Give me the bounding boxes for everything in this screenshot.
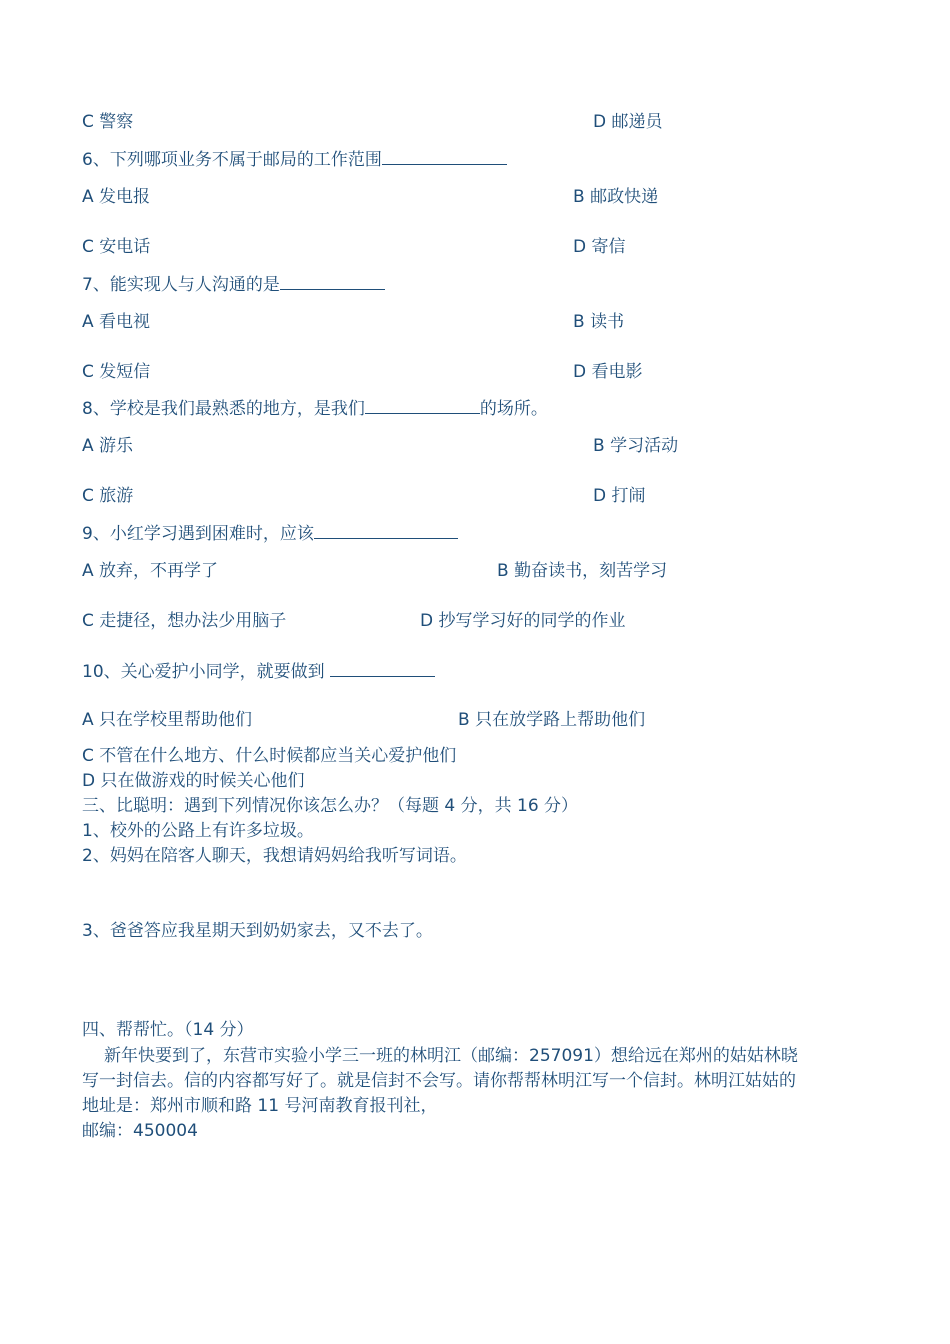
q10-option-a: A 只在学校里帮助他们 (82, 710, 253, 730)
section4-postcode-line: 邮编：450004 (82, 1121, 198, 1141)
q7-option-b: B 读书 (573, 312, 625, 332)
q7-stem: 7、能实现人与人沟通的是 (82, 273, 385, 296)
answer-blank[interactable] (330, 660, 435, 677)
answer-blank[interactable] (280, 273, 385, 290)
q6-option-c: C 安电话 (82, 237, 151, 257)
q10-option-c: C 不管在什么地方、什么时候都应当关心爱护他们 (82, 746, 457, 766)
q6-option-d: D 寄信 (573, 237, 626, 257)
q7-option-c: C 发短信 (82, 362, 151, 382)
q10-stem: 10、关心爱护小同学，就要做到 (82, 660, 435, 683)
section3-item-2: 2、妈妈在陪客人聊天，我想请妈妈给我听写词语。 (82, 846, 467, 866)
answer-blank[interactable] (382, 148, 507, 165)
section4-paragraph-line-1: 新年快要到了，东营市实验小学三一班的林明江（邮编：257091）想给远在郑州的姑姑林晓 (104, 1046, 798, 1066)
q9-option-c: C 走捷径，想办法少用脑子 (82, 611, 287, 631)
q8-option-d: D 打闹 (593, 486, 646, 506)
section4-paragraph-line-3: 地址是：郑州市顺和路 11 号河南教育报刊社， (82, 1096, 438, 1116)
q8-option-a: A 游乐 (82, 436, 134, 456)
q8-stem: 8、学校是我们最熟悉的地方，是我们 的场所。 (82, 399, 548, 419)
section4-paragraph-line-2: 写一封信去。信的内容都写好了。就是信封不会写。请你帮帮林明江写一个信封。林明江姑姑的 (82, 1071, 796, 1091)
q5-option-c: C 警察 (82, 112, 134, 132)
section3-title: 三、比聪明：遇到下列情况你该怎么办？（每题 4 分，共 16 分） (82, 796, 579, 816)
answer-blank[interactable] (365, 397, 480, 414)
q6-option-b: B 邮政快递 (573, 187, 659, 207)
q6-stem: 6、下列哪项业务不属于邮局的工作范围 (82, 148, 507, 171)
q9-option-a: A 放弃，不再学了 (82, 561, 219, 581)
q9-option-b: B 勤奋读书，刻苦学习 (497, 561, 668, 581)
q6-option-a: A 发电报 (82, 187, 151, 207)
q7-option-d: D 看电影 (573, 362, 643, 382)
q8-option-b: B 学习活动 (593, 436, 679, 456)
answer-blank[interactable] (314, 522, 458, 539)
section4-title: 四、帮帮忙。（14 分） (82, 1020, 254, 1040)
q7-option-a: A 看电视 (82, 312, 151, 332)
q9-stem: 9、小红学习遇到困难时，应该 (82, 522, 458, 545)
section3-item-1: 1、校外的公路上有许多垃圾。 (82, 821, 314, 841)
section3-item-3: 3、爸爸答应我星期天到奶奶家去，又不去了。 (82, 921, 433, 941)
q5-option-d: D 邮递员 (593, 112, 663, 132)
q8-option-c: C 旅游 (82, 486, 134, 506)
q10-option-b: B 只在放学路上帮助他们 (458, 710, 646, 730)
q9-option-d: D 抄写学习好的同学的作业 (420, 611, 626, 631)
q10-option-d: D 只在做游戏的时候关心他们 (82, 771, 305, 791)
